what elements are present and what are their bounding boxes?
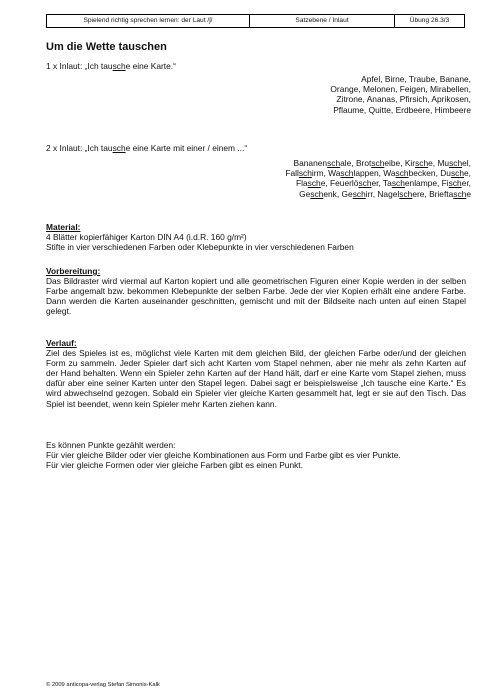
verlauf-heading: Verlauf: <box>46 338 77 348</box>
word-segment: eibe, Kir <box>384 158 416 168</box>
underlined-sound: sch <box>310 188 324 199</box>
punkte-line: Für vier gleiche Formen oder vier gleiche Farben gibt es einen Punkt. <box>46 460 303 471</box>
word-line: Apfel, Birne, Traube, Banane, <box>361 74 471 84</box>
header-topic: Spielend richtig sprechen lernen: der Laut /ʃ/ <box>47 15 250 27</box>
material-section <box>46 222 466 252</box>
word-segment: Bananen <box>293 158 328 168</box>
underlined-sound: sch <box>352 188 366 199</box>
word-line: Orange, Melonen, Feigen, Mirabellen, <box>330 84 471 95</box>
word-line <box>211 158 471 168</box>
word-list-2 <box>211 158 471 199</box>
word-segment: e, Mu <box>428 158 450 168</box>
underlined-sound: sch <box>399 188 413 199</box>
underlined-sound: sch <box>371 158 385 168</box>
word-list-1 <box>271 74 471 115</box>
word-segment: becken, Du <box>408 168 451 179</box>
underlined-sound: sch <box>307 178 321 189</box>
copyright-footer: © 2009 anticopa-verlag Stefan Simonis-Kalk <box>46 682 160 688</box>
punkte-intro: Es können Punkte gezählt werden: <box>46 440 176 450</box>
word-line: Pflaume, Quitte, Erdbeere, Himbeere <box>333 104 471 115</box>
word-segment: Fla <box>296 178 308 189</box>
word-line <box>211 189 471 199</box>
lead-sentence-1: 1 x Inlaut: „Ich tausche eine Karte.“ <box>46 61 176 71</box>
punkte-line: Für vier gleiche Bilder oder vier gleiche Kombinationen aus Form und Farbe gibt es vier Punkte. <box>46 450 401 461</box>
underlined-sound: sch <box>391 178 405 189</box>
page-title: Um die Wette tauschen <box>46 41 167 53</box>
word-segment: irm, Wa <box>311 168 341 179</box>
word-line <box>211 178 471 188</box>
header-level: Satzebene / Inlaut <box>250 15 395 27</box>
vorbereitung-section <box>46 266 466 316</box>
vorbereitung-heading: Vorbereitung: <box>46 266 101 276</box>
material-line: 4 Blätter kopierfähiger Karton DIN A4 (i.d.R. 160 g/m²) <box>46 232 247 243</box>
underlined-sound: sch <box>449 158 463 168</box>
word-segment: ere, Briefta <box>412 188 454 199</box>
word-segment: e, Feuerlö <box>320 178 359 189</box>
underlined-sound: sch <box>358 178 372 189</box>
word-segment: Ge <box>299 188 311 199</box>
underlined-sound: sch <box>340 168 354 179</box>
lead-sentence-2: 2 x Inlaut: „Ich tausche eine Karte mit einer / einem ...“ <box>46 143 248 153</box>
word-segment: lappen, Wa <box>353 168 396 179</box>
word-segment: ale, Brot <box>340 158 372 168</box>
word-segment: el, <box>462 158 471 168</box>
verlauf-text: Ziel des Spieles ist es, möglichst viele Karten mit dem gleichen Bild, der gleichen Farbe oder/und der gleichen Form zu sammeln. Jeder Spieler darf sich acht Karten vom Stapel nehmen, aber nie mehr als zehn Karten auf der Hand behalten. Wenn ein Spieler zehn Karten auf der Hand hält, darf er eine Karte vom Stapel ziehen, muss dafür aber eine seiner Karten unter den Stapel legen. Dabei sagt er beispielsweise „Ich tausche eine Karte.“ Es wird abwechselnd gezogen. Sobald ein Spieler vier gleiche Karten gesammelt hat, legt er sie auf den Tisch. Das Spiel ist beendet, wenn kein Spieler mehr Karten ziehen kann. <box>46 348 466 409</box>
underlined-sound: sch <box>327 158 341 168</box>
underlined-sound: sch <box>298 168 312 179</box>
material-heading: Material: <box>46 222 81 232</box>
word-segment: enk, Ge <box>323 188 353 199</box>
word-segment: e, <box>464 168 471 179</box>
header-exercise-number: Übung 26.3/3 <box>409 17 450 24</box>
underlined-sound: sch <box>448 178 462 189</box>
underlined-sound: sch <box>453 188 467 199</box>
word-segment: irr, Nagel <box>365 188 400 199</box>
word-segment: e <box>466 188 471 199</box>
material-line: Stifte in vier verschiedenen Farben oder Klebepunkte in vier verschiedenen Farben <box>46 242 354 253</box>
underlined-sound: sch <box>415 158 429 168</box>
word-segment: enlampe, Fi <box>404 178 449 189</box>
vorbereitung-text: Das Bildraster wird viermal auf Karton kopiert und alle geometrischen Figuren einer Kopie werden in der selben Farbe angemalt bzw. bekommen Klebepunkte der selben Farbe. Jede der vier Kopien erhält eine andere Farbe. Dann werden die Karten auseinander geschnitten, gemischt und mit der Bildseite nach unten auf einen Stapel gelegt. <box>46 276 466 317</box>
verlauf-section <box>46 338 466 409</box>
punkte-section <box>46 440 466 470</box>
word-line: Zitrone, Ananas, Pfirsich, Aprikosen, <box>336 94 471 105</box>
word-segment: er, Ta <box>371 178 392 189</box>
worksheet-header <box>46 14 465 28</box>
word-segment: Fall <box>285 168 299 179</box>
underlined-sound: sch <box>450 168 464 179</box>
word-line <box>211 168 471 178</box>
word-segment: er, <box>461 178 471 189</box>
underlined-sound: sch <box>395 168 409 179</box>
